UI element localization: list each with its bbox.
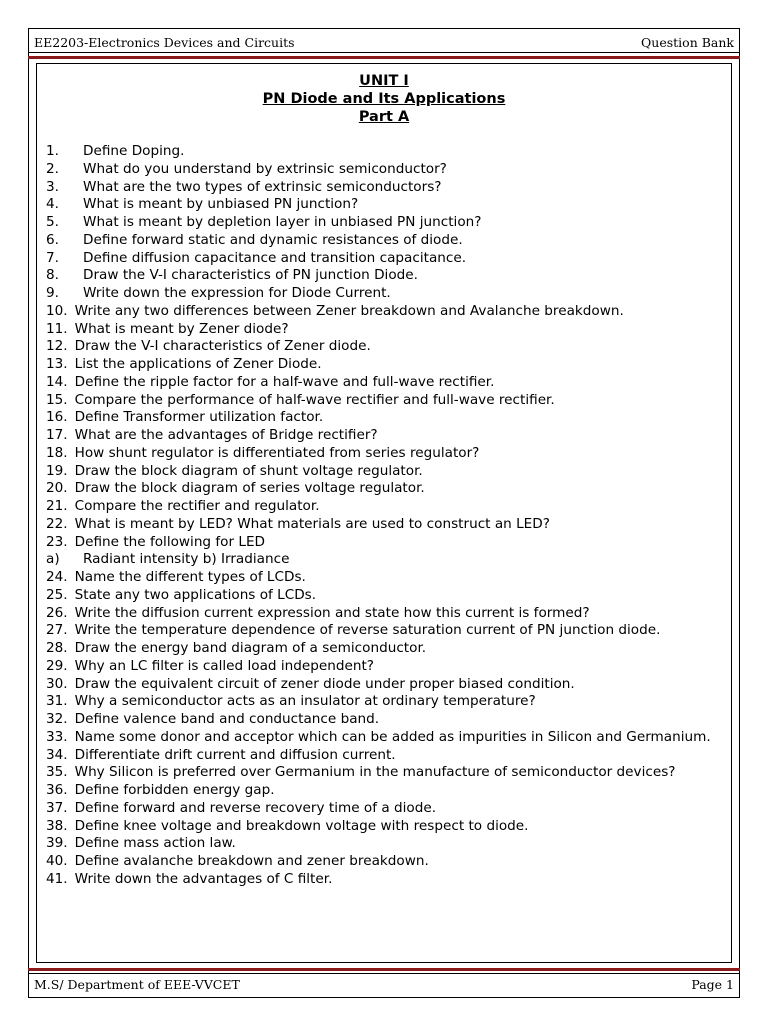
question-item [46, 729, 716, 747]
question-item [46, 693, 716, 711]
question-item [46, 232, 716, 250]
question-text: Write the temperature dependence of reverse saturation current of PN junction diode. [74, 622, 661, 639]
footer-rule-thick [28, 968, 740, 971]
question-number: 21. [46, 498, 68, 514]
question-text: Write down the advantages of C filter. [74, 870, 333, 887]
question-text: List the applications of Zener Diode. [74, 356, 322, 372]
question-number: 8. [46, 267, 59, 284]
question-item [46, 551, 716, 569]
page-footer [34, 975, 734, 993]
question-text: Differentiate drift current and diffusion current. [74, 746, 396, 763]
question-item [46, 285, 716, 303]
question-number: 11. [46, 320, 68, 337]
question-text: Define Transformer utilization factor. [74, 409, 324, 426]
question-number: 34. [46, 746, 68, 763]
header-rule-thick [28, 56, 740, 59]
question-text: Draw the equivalent circuit of zener diode under proper biased condition. [74, 675, 575, 692]
question-text: Why a semiconductor acts as an insulator at ordinary temperature? [74, 693, 536, 710]
question-number: 25. [46, 586, 68, 603]
question-number: 1. [46, 143, 59, 159]
question-number: 26. [46, 604, 68, 621]
question-number: 28. [46, 640, 68, 656]
header-doc-type: Question Bank [641, 34, 734, 50]
question-number: 12. [46, 338, 68, 355]
question-text: Define valence band and conductance band. [74, 711, 380, 727]
question-item [46, 392, 716, 410]
question-text: Define the ripple factor for a half-wave and full-wave rectifier. [74, 373, 495, 390]
footer-rule-thin [28, 973, 740, 974]
question-item [46, 676, 716, 694]
question-item [46, 161, 716, 179]
question-text: Name some donor and acceptor which can be added as impurities in Silicon and Germanium. [74, 728, 711, 745]
unit-title: PN Diode and Its Applications [262, 91, 506, 107]
question-item [46, 800, 716, 818]
question-item [46, 711, 716, 729]
question-number: 19. [46, 462, 68, 479]
question-item [46, 409, 716, 427]
question-item [46, 853, 716, 871]
question-item [46, 480, 716, 498]
question-number: 2. [46, 160, 59, 177]
question-number: 3. [46, 178, 59, 195]
question-number: 10. [46, 302, 68, 319]
question-item [46, 640, 716, 658]
question-item [46, 498, 716, 516]
footer-department: M.S/ Department of EEE-VVCET [34, 976, 240, 992]
question-text: What is meant by depletion layer in unbiased PN junction? [83, 214, 482, 230]
question-text: What is meant by unbiased PN junction? [83, 196, 359, 213]
question-text: Define forward static and dynamic resistances of diode. [83, 231, 463, 248]
question-text: Compare the performance of half-wave rectifier and full-wave rectifier. [74, 391, 555, 408]
question-item [46, 764, 716, 782]
question-text: Radiant intensity b) Irradiance [83, 551, 290, 568]
question-item [46, 427, 716, 445]
question-text: Define mass action law. [74, 835, 236, 852]
question-item [46, 605, 716, 623]
question-text: Define forward and reverse recovery time of a diode. [74, 799, 437, 816]
question-text: What are the advantages of Bridge rectifier? [74, 427, 378, 443]
question-number: 17. [46, 427, 68, 443]
question-number: 39. [46, 835, 68, 852]
question-text: Draw the energy band diagram of a semiconductor. [74, 640, 427, 656]
question-item [46, 321, 716, 339]
question-item [46, 658, 716, 676]
question-number: 16. [46, 409, 68, 426]
question-text: What is meant by LED? What materials are used to construct an LED? [74, 515, 550, 532]
question-item [46, 835, 716, 853]
question-item [46, 250, 716, 268]
question-number: 27. [46, 622, 68, 639]
question-item [46, 569, 716, 587]
question-text: State any two applications of LCDs. [74, 586, 317, 603]
question-text: Draw the V-I characteristics of Zener diode. [74, 338, 371, 355]
question-item [46, 818, 716, 836]
question-item [46, 622, 716, 640]
question-item [46, 303, 716, 321]
question-item [46, 871, 716, 889]
question-text: Draw the block diagram of series voltage regulator. [74, 480, 425, 497]
question-text: Compare the rectifier and regulator. [74, 498, 320, 514]
question-text: Write the diffusion current expression and state how this current is formed? [74, 604, 590, 621]
question-text: What is meant by Zener diode? [74, 320, 289, 337]
question-number: 13. [46, 356, 68, 372]
question-text: Name the different types of LCDs. [74, 569, 306, 585]
question-item [46, 267, 716, 285]
question-number: 22. [46, 515, 68, 532]
question-text: How shunt regulator is differentiated from series regulator? [74, 444, 480, 461]
question-number: 37. [46, 799, 68, 816]
question-text: Define diffusion capacitance and transition capacitance. [83, 249, 467, 266]
header-course-title: EE2203-Electronics Devices and Circuits [34, 34, 295, 50]
question-item [46, 374, 716, 392]
question-list [46, 143, 716, 889]
question-item [46, 445, 716, 463]
header-rule-thin [28, 52, 740, 53]
question-number: 32. [46, 711, 68, 727]
question-item [46, 534, 716, 552]
question-item [46, 356, 716, 374]
question-item [46, 782, 716, 800]
page-header [34, 33, 734, 51]
question-number: 35. [46, 764, 68, 781]
question-number: 29. [46, 657, 68, 674]
question-number: 20. [46, 480, 68, 497]
part-heading: Part A [358, 109, 410, 125]
question-item [46, 143, 716, 161]
question-item [46, 516, 716, 534]
question-item [46, 587, 716, 605]
question-text: Why Silicon is preferred over Germanium in the manufacture of semiconductor devices? [74, 764, 676, 781]
question-number: 30. [46, 675, 68, 692]
question-number: 24. [46, 569, 68, 585]
question-number: 31. [46, 693, 68, 710]
question-text: What do you understand by extrinsic semiconductor? [83, 160, 447, 177]
question-number: 40. [46, 853, 68, 869]
question-number: 6. [46, 231, 59, 248]
question-text: Define the following for LED [74, 533, 266, 550]
question-text: Define knee voltage and breakdown voltage with respect to diode. [74, 817, 529, 834]
question-text: Why an LC filter is called load independent? [74, 657, 375, 674]
question-text: Define forbidden energy gap. [74, 782, 275, 798]
question-text: Draw the block diagram of shunt voltage regulator. [74, 462, 423, 479]
question-item [46, 214, 716, 232]
question-text: What are the two types of extrinsic semiconductors? [83, 178, 442, 195]
question-number: 38. [46, 817, 68, 834]
question-item [46, 196, 716, 214]
question-text: Define avalanche breakdown and zener breakdown. [74, 853, 429, 869]
question-number: 15. [46, 391, 68, 408]
question-item [46, 179, 716, 197]
question-number: 4. [46, 196, 59, 213]
question-number: a) [46, 551, 60, 568]
question-number: 41. [46, 870, 68, 887]
question-number: 5. [46, 214, 59, 230]
question-number: 14. [46, 373, 68, 390]
question-number: 7. [46, 249, 59, 266]
footer-page-number: Page 1 [691, 976, 734, 992]
question-number: 33. [46, 728, 68, 745]
question-text: Define Doping. [83, 143, 185, 159]
question-item [46, 463, 716, 481]
question-number: 18. [46, 444, 68, 461]
question-text: Draw the V-I characteristics of PN junction Diode. [83, 267, 418, 284]
question-number: 23. [46, 533, 68, 550]
question-text: Write any two differences between Zener breakdown and Avalanche breakdown. [74, 302, 624, 319]
question-number: 9. [46, 285, 59, 301]
question-text: Write down the expression for Diode Current. [83, 285, 391, 301]
unit-heading: UNIT I [359, 73, 409, 89]
question-item [46, 747, 716, 765]
question-number: 36. [46, 782, 68, 798]
question-item [46, 338, 716, 356]
